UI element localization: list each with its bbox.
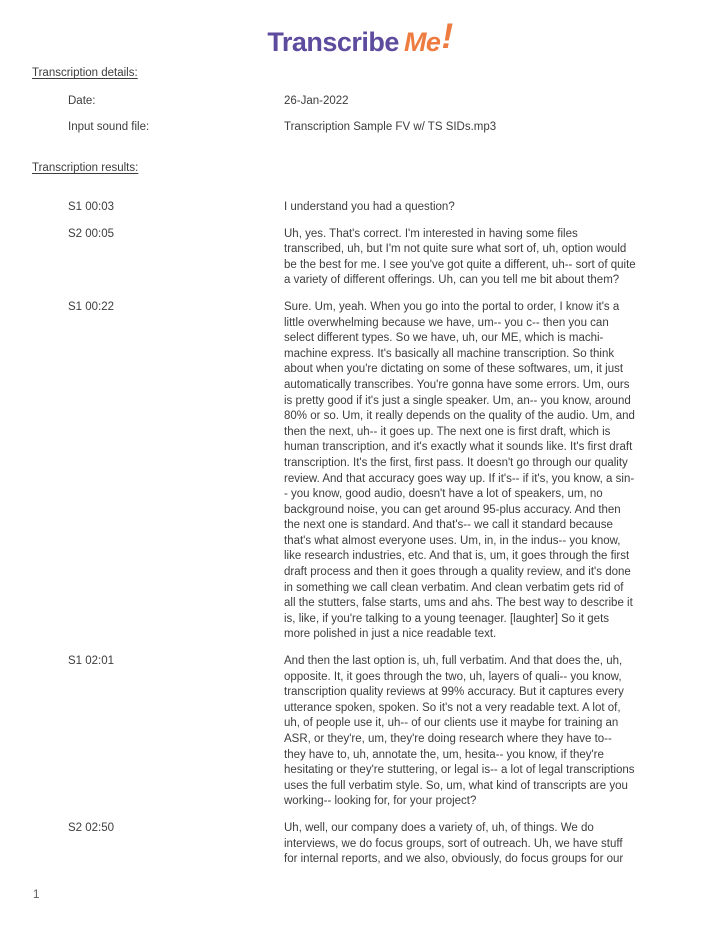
speaker-timestamp: S2 02:50: [68, 821, 115, 834]
transcript-section: [0, 200, 720, 868]
speaker-timestamp: S1 00:03: [68, 201, 115, 213]
detail-label-input-file: Input sound file:: [68, 121, 150, 133]
logo-exclamation-mark: !: [441, 17, 453, 56]
speaker-timestamp: S1 02:01: [68, 655, 115, 668]
results-heading: Transcription results:: [32, 162, 139, 174]
transcript-row: [0, 227, 720, 289]
transcript-text: Sure. Um, yeah. When you go into the portal to order, I know it's a little overwhelming because we have, um-- you c-- then you can select different types. So we have, uh, our ME, which is machi-machine express. It's basically all machine transcription. So think about when you're dictating on some of these softwares, um, it just automatically transcribes. You're gonna have some errors. Um, ours is pretty good if it's just a single speaker. Um, an-- you know, around 80% or so. Um, it really depends on the quality of the audio. Um, and then the next, uh-- it goes up. The next one is first draft, which is human transcription, and it's exactly what it sounds like. It's first draft transcription. It's the first, first pass. It doesn't go through our quality review. And that accuracy goes way up. If it's-- if it's, you know, a sin-- you know, good audio, doesn't have a lot of speakers, um, no background noise, you can get around 95-plus accuracy. And then the next one is standard. And that's-- we call it standard because that's what almost everyone uses. Um, in, in the indus-- you know, like research industries, etc. And that is, um, it goes through the first draft process and then it goes through a quality review, and it's done in something we call clean verbatim. And clean verbatim gets rid of all the stutters, false starts, ums and ahs. The best way to describe it is, like, if you're talking to a young teenager. [laughter] So it gets more polished in just a nice readable text.: [284, 300, 635, 641]
speaker-timestamp: S2 00:05: [68, 227, 115, 240]
detail-row-input-file: [0, 120, 720, 135]
transcript-row: [0, 654, 720, 810]
transcript-text: Uh, well, our company does a variety of, uh, of things. We do interviews, we do focus groups, sort of outreach. Uh, we have stuff for internal reports, and we also, obviously, do focus groups for our: [284, 821, 624, 866]
transcript-text: And then the last option is, uh, full verbatim. And that does the, uh, opposite. It, it goes through the two, uh, layers of quali-- you know, transcription quality reviews at 99% accuracy. But it captures every utterance spoken, spoken. So it's not a very readable text. A lot of, uh, of people use it, uh-- of our clients use it maybe for training an ASR, or they're, um, they're doing research where they have to-- they have to, uh, annotate the, um, hesita-- you know, if they're hesitating or they're stuttering, or legal is-- a lot of legal transcriptions uses the full verbatim style. So, um, what kind of transcripts are you working-- looking for, for your project?: [284, 655, 635, 808]
transcript-text: Uh, yes. That's correct. I'm interested in having some files transcribed, uh, but I'm not quite sure what sort of, uh, option would be the best for me. I see you've got quite a different, uh-- sort of quite a variety of different offerings. Uh, can you tell me bit about them?: [284, 227, 636, 287]
detail-value-input-file: Transcription Sample FV w/ TS SIDs.mp3: [284, 121, 497, 133]
detail-row-date: [0, 94, 720, 109]
transcribeme-logo: [0, 0, 720, 59]
logo-text-me: Me: [403, 27, 441, 57]
detail-label-date: Date:: [68, 95, 96, 107]
transcript-row: [0, 200, 720, 216]
logo-text-transcribe: Transcribe: [267, 27, 399, 57]
page-number: 1: [33, 889, 40, 901]
details-heading: Transcription details:: [32, 67, 138, 79]
transcript-text: I understand you had a question?: [284, 201, 455, 213]
detail-value-date: 26-Jan-2022: [284, 95, 349, 107]
speaker-timestamp: S1 00:22: [68, 300, 115, 313]
transcript-row: [0, 300, 720, 643]
transcript-row: [0, 821, 720, 868]
